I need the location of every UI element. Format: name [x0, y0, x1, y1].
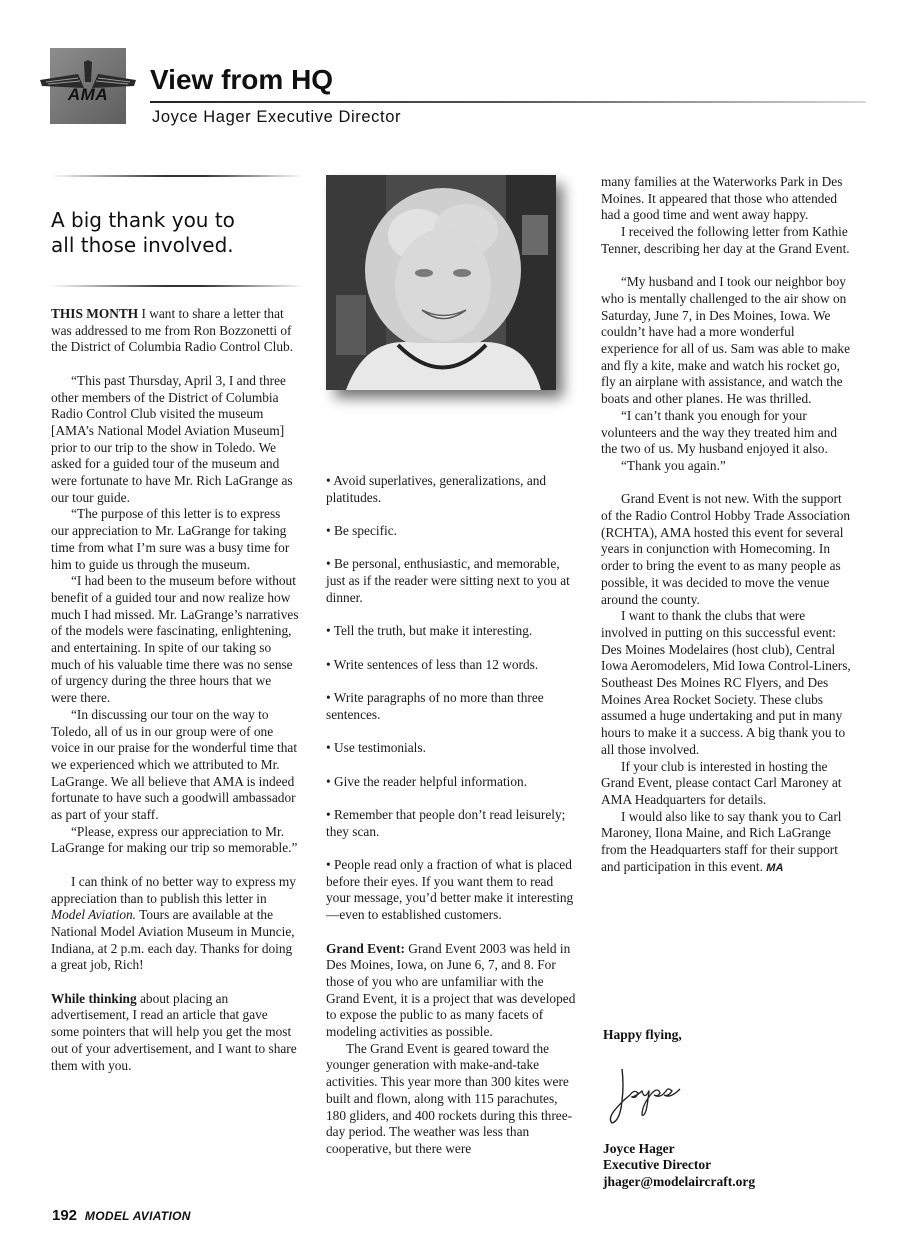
author-name: Joyce Hager [603, 1141, 675, 1156]
pull-quote-line: A big thank you to [51, 208, 235, 232]
bullet-item: • Write paragraphs of no more than three sentences. [326, 690, 544, 722]
paragraph: “The purpose of this letter is to express our appreciation to Mr. LaGrange for taking time from what I’m sure was a busy time for him to guide us through the museum. [51, 506, 290, 572]
page-subtitle: Joyce Hager Executive Director [152, 108, 402, 126]
paragraph: “I can’t thank you enough for your volunteers and the way they treated him and the two of us. My husband enjoyed it also. [601, 407, 838, 457]
column-2 [326, 473, 580, 1158]
run-in-head: While thinking [51, 990, 137, 1006]
paragraph: Grand Event: Grand Event 2003 was held in Des Moines, Iowa, on June 6, 7, and 8. For those of you who are unfamiliar with the Grand Event, it is a project that was developed to expose the public to as many facets of modeling activities as possible. [326, 940, 576, 1040]
magazine-name: MODEL AVIATION [84, 1209, 191, 1223]
paragraph: “This past Thursday, April 3, I and three other members of the District of Columbia Radio Control Club visited the museum [AMA’s National Model Aviation Museum] prior to our trip to the show in Toledo. We asked for a guided tour of the museum and were fortunate to have Mr. Rich LaGrange as our tour guide. [51, 372, 293, 505]
pull-quote [51, 208, 311, 258]
paragraph: many families at the Waterworks Park in Des Moines. It appeared that those who attended had a good time and went away happy. [601, 174, 843, 223]
paragraph: I received the following letter from Kathie Tenner, describing her day at the Grand Event. [601, 224, 850, 256]
paragraph: “In discussing our tour on the way to Toledo, all of us in our group were of one voice in our praise for the wonderful time that we experienced which we attributed to Mr. LaGrange. We all believe that AMA is indeed fortunate to have such a goodwill ambassador as part of your staff. [51, 706, 298, 823]
paragraph: I want to thank the clubs that were involved in putting on this successful event: Des Moines Modelaires (host club), Central Iowa Aeromodelers, Mid Iowa Control-Liners, Southeast Des Moines RC Flyers, and Des Moines Area Rocket Society. These clubs assumed a huge undertaking and put in many hours to make it a success. A big thank you to all those involved. [601, 608, 851, 757]
paragraph: THIS MONTH I want to share a letter that was addressed to me from Ron Bozzonetti of the District of Columbia Radio Control Club. [51, 306, 294, 355]
paragraph: The Grand Event is geared toward the younger generation with make-and-take activities. This year more than 300 kites were built and flown, along with 115 parachutes, 180 gliders, and 400 rockets during this three-day period. The weather was less than cooperative, but there were [326, 1040, 573, 1156]
bullet-item: • Be personal, enthusiastic, and memorable, just as if the reader were sitting next to you at dinner. [326, 556, 570, 605]
signature-block [603, 1141, 755, 1190]
pull-quote-rule-top [50, 175, 304, 177]
paragraph: “Thank you again.” [621, 457, 726, 473]
bullet-item: • People read only a fraction of what is placed before their eyes. If you want them to read your message, you’d better make it interesting—even to established customers. [326, 857, 574, 923]
bullet-item: • Write sentences of less than 12 words. [326, 656, 539, 672]
bullet-item: • Use testimonials. [326, 740, 426, 756]
ama-logo-text: AMA [67, 85, 109, 104]
run-in-head: Grand Event: [326, 940, 405, 956]
paragraph: “I had been to the museum before without benefit of a guided tour and now realize how much I had missed. Mr. LaGrange’s narratives of the models were fascinating, enlightening, and entertaining. In spite of our taking so much of his valuable time there was no sense of urgency during the three hours that we were there. [51, 573, 299, 706]
end-mark: MA [766, 861, 784, 874]
bullet-item: • Avoid superlatives, generalizations, and platitudes. [326, 473, 547, 505]
run-in-head: THIS MONTH [51, 306, 139, 321]
author-photo [326, 175, 556, 390]
paragraph: “Please, express our appreciation to Mr. LaGrange for making our trip so memorable.” [51, 823, 298, 856]
pull-quote-rule-bottom [50, 285, 304, 287]
column-1 [51, 306, 299, 1074]
author-email[interactable]: jhager@modelaircraft.org [603, 1173, 756, 1189]
portrait-image [326, 175, 556, 390]
bullet-item: • Tell the truth, but make it interesting. [326, 623, 533, 639]
bullet-item: • Be specific. [326, 523, 397, 539]
paragraph: “My husband and I took our neighbor boy who is mentally challenged to the air show on Saturday, June 7, in Des Moines, Iowa. We couldn’t have had a more wonderful experience for all of us. Sam was able to make and fly a kite, make and watch his rocket go, fly an airplane with assistance, and watch the boats and other planes. He was thrilled. [601, 274, 850, 407]
paragraph: While thinking about placing an advertisement, I read an article that gave some pointers that will help you get the most out of your advertisement, and I want to share them with you. [51, 990, 297, 1073]
paragraph: I would also like to say thank you to Carl Maroney, Ilona Maine, and Rich LaGrange from the Headquarters staff for their support and participation in this event. MA [601, 808, 842, 874]
signature-image [608, 1065, 692, 1129]
paragraph: Grand Event is not new. With the support of the Radio Control Hobby Trade Association (RCHTA), AMA hosted this event for several years in conjunction with Homecoming. In order to bring the event to as many people as possible, it was decided to move the venue around the county. [601, 491, 851, 607]
magazine-title: Model Aviation. [51, 907, 136, 923]
paragraph: I can think of no better way to express my appreciation than to publish this letter in Model Aviation. Tours are available at the National Model Aviation Museum in Muncie, Indiana, at 2 p.m. each day. Thanks for doing a great job, Rich! [51, 873, 296, 973]
title-rule [150, 101, 866, 103]
page-number: 192 [52, 1207, 78, 1224]
signoff: Happy flying, [603, 1027, 682, 1042]
bullet-item: • Give the reader helpful information. [326, 773, 528, 789]
bullet-item: • Remember that people don’t read leisurely; they scan. [326, 806, 566, 839]
column-3 [601, 174, 855, 877]
author-title: Executive Director [603, 1157, 712, 1173]
paragraph: If your club is interested in hosting the Grand Event, please contact Carl Maroney at AMA Headquarters for details. [601, 758, 842, 807]
page-title: View from HQ [150, 64, 334, 95]
page-footer [52, 1207, 191, 1224]
pull-quote-line: all those involved. [51, 233, 234, 257]
